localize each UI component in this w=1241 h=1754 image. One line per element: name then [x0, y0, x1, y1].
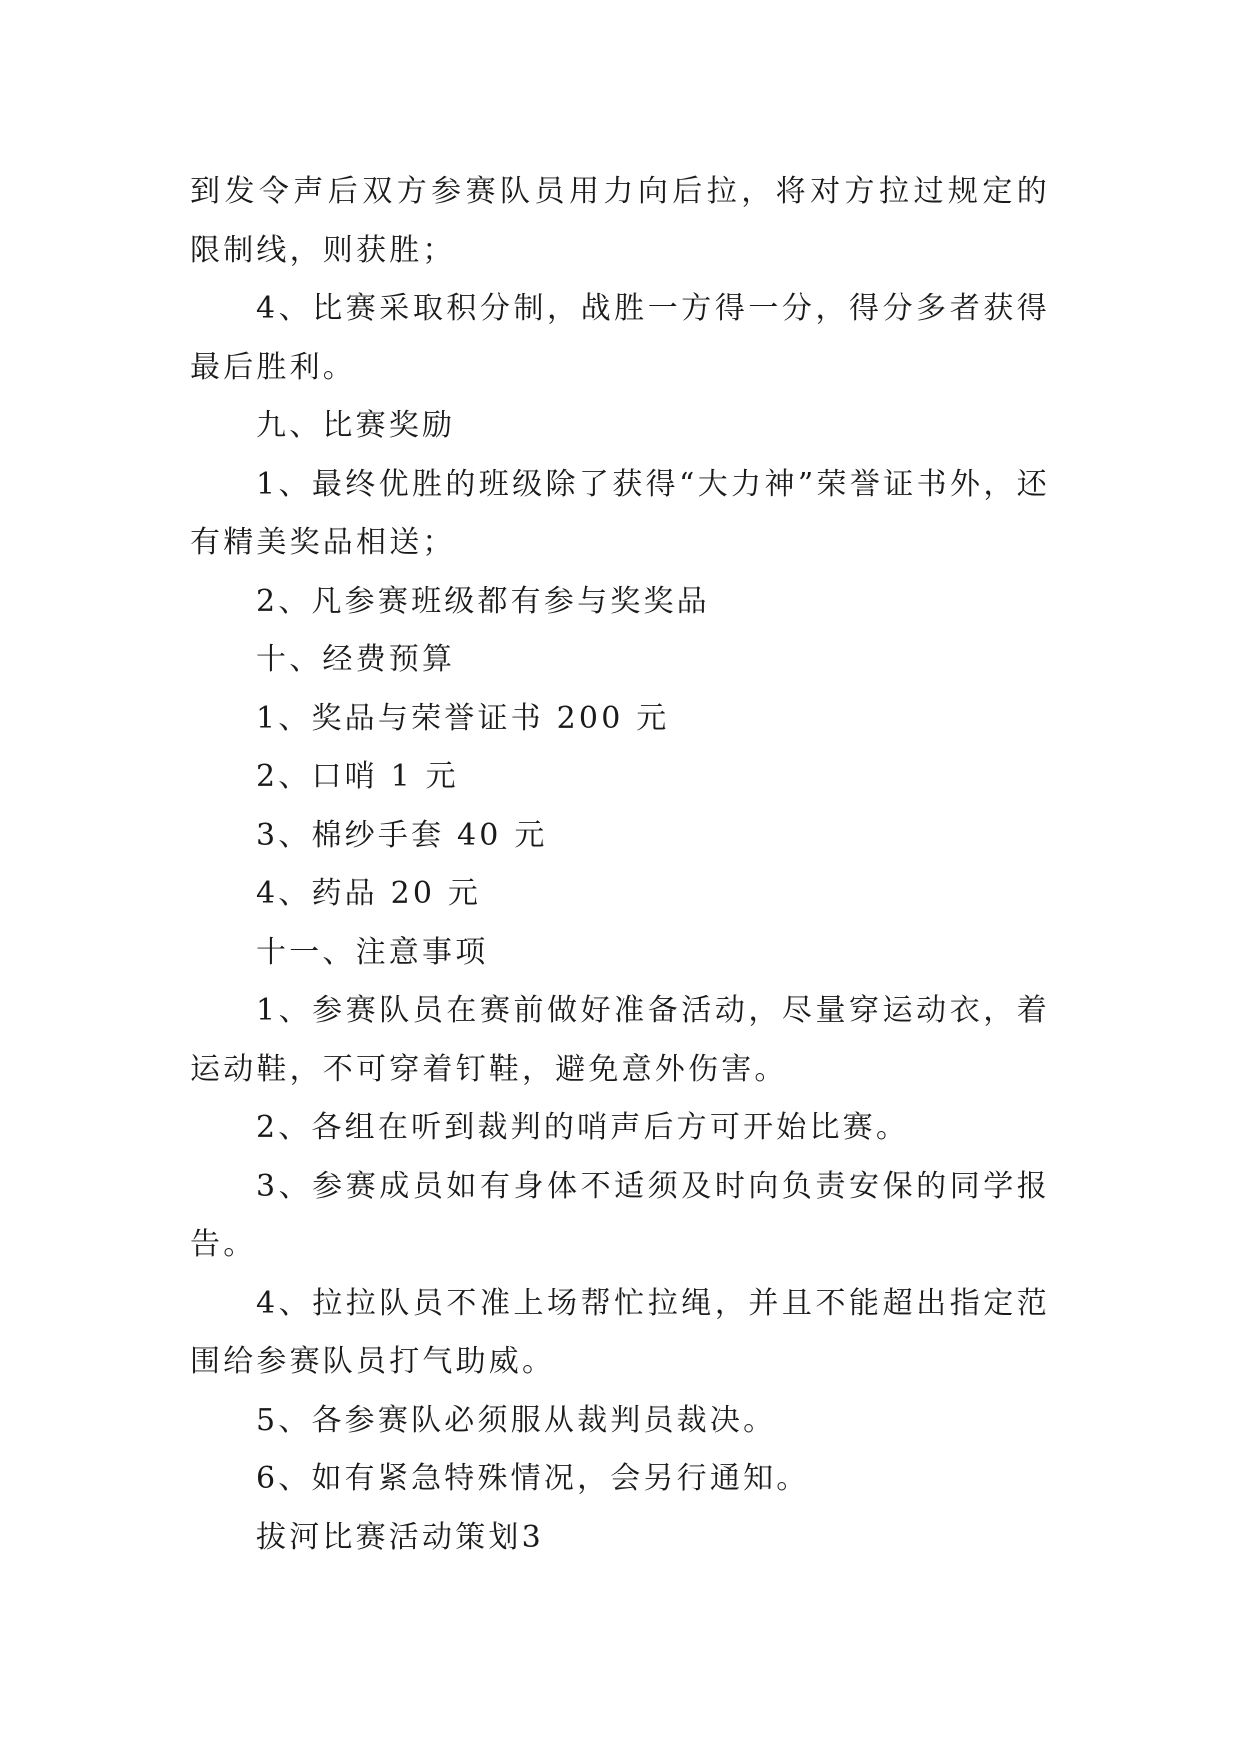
- budget-item-4: 4、药品 20 元: [256, 876, 482, 911]
- budget-item-1: 1、奖品与荣誉证书 200 元: [256, 700, 670, 736]
- document-body: [190, 163, 1050, 1567]
- next-section-title: 拔河比赛活动策划3: [256, 1519, 544, 1555]
- note-item-4: 4、拉拉队员不准上场帮忙拉绳，并且不能超出指定范围给参赛队员打气助威。: [190, 1285, 1050, 1379]
- section-heading-awards: 九、比赛奖励: [256, 408, 456, 443]
- note-item-2: 2、各组在听到裁判的哨声后方可开始比赛。: [256, 1110, 910, 1145]
- note-item-1: 1、参赛队员在赛前做好准备活动，尽量穿运动衣，着运动鞋，不可穿着钉鞋，避免意外伤害。: [190, 993, 1050, 1087]
- paragraph-award-1: 1、最终优胜的班级除了获得“大力神”荣誉证书外，还有精美奖品相送；: [190, 466, 1050, 560]
- budget-item-2: 2、口哨 1 元: [256, 759, 459, 794]
- paragraph-continuation: 到发令声后双方参赛队员用力向后拉，将对方拉过规定的限制线，则获胜；: [190, 174, 1050, 268]
- note-item-5: 5、各参赛队必须服从裁判员裁决。: [256, 1402, 777, 1438]
- note-item-6: 6、如有紧急特殊情况，会另行通知。: [256, 1461, 810, 1496]
- section-heading-notes: 十一、注意事项: [256, 934, 489, 970]
- paragraph-award-2: 2、凡参赛班级都有参与奖奖品: [256, 583, 710, 619]
- budget-item-3: 3、棉纱手套 40 元: [256, 817, 548, 853]
- paragraph-rule-4: 4、比赛采取积分制，战胜一方得一分，得分多者获得最后胜利。: [190, 291, 1050, 385]
- section-heading-budget: 十、经费预算: [256, 642, 456, 677]
- note-item-3: 3、参赛成员如有身体不适须及时向负责安保的同学报告。: [190, 1168, 1050, 1262]
